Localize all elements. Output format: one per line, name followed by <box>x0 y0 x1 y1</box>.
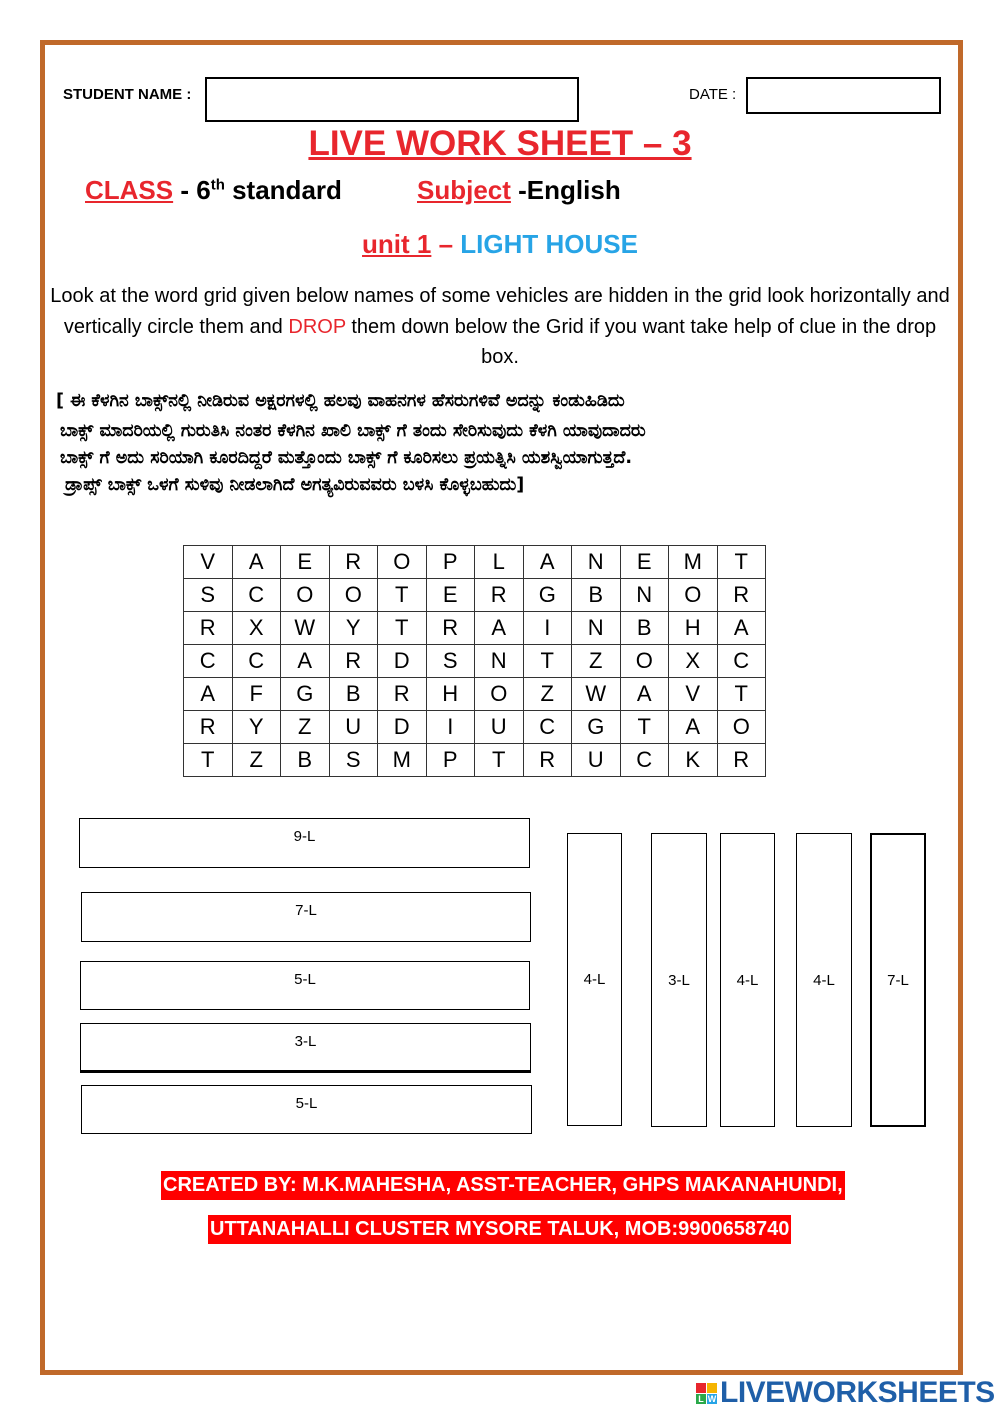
grid-cell[interactable]: E <box>426 579 475 612</box>
drop-box-vertical-4l-second[interactable]: 4-L <box>720 833 775 1127</box>
grid-cell[interactable]: Z <box>572 645 621 678</box>
instructions-part1: Look at the word grid given below names of some vehicles are hidden in the grid look horizontally and vertically circle them and <box>50 285 950 338</box>
grid-cell[interactable]: K <box>669 744 718 777</box>
class-line <box>85 175 342 206</box>
grid-cell[interactable]: M <box>378 744 427 777</box>
grid-row <box>184 744 766 777</box>
grid-cell[interactable]: C <box>620 744 669 777</box>
grid-cell[interactable]: P <box>426 744 475 777</box>
grid-cell[interactable]: R <box>329 546 378 579</box>
grid-cell[interactable]: D <box>378 645 427 678</box>
credit-line-2: UTTANAHALLI CLUSTER MYSORE TALUK, MOB:9900658740 <box>208 1215 791 1244</box>
grid-cell[interactable]: B <box>281 744 330 777</box>
grid-cell[interactable]: A <box>232 546 281 579</box>
kannada-line-4: ಡ್ರಾಪ್ಸ್ ಬಾಕ್ಸ್ ಒಳಗೆ ಸುಳಿವು ನೀಡಲಾಗಿದೆ ಅಗತ್ಯವಿರುವವರು ಬಳಸಿ ಕೊಳ್ಳಬಹುದು] <box>65 475 525 495</box>
class-sep: - 6 <box>173 175 211 205</box>
drop-box-9l[interactable]: 9-L <box>79 818 530 868</box>
logo-icon-letter-l: L <box>696 1394 706 1404</box>
grid-cell[interactable]: B <box>572 579 621 612</box>
class-rest: standard <box>224 175 342 205</box>
grid-cell[interactable]: V <box>184 546 233 579</box>
grid-cell[interactable]: R <box>523 744 572 777</box>
grid-row <box>184 546 766 579</box>
grid-cell[interactable]: O <box>475 678 524 711</box>
unit-dash: – <box>431 229 461 259</box>
grid-cell[interactable]: T <box>475 744 524 777</box>
subject-word: Subject <box>417 175 511 205</box>
grid-cell[interactable]: T <box>717 678 766 711</box>
drop-box-vertical-7l[interactable]: 7-L <box>870 833 926 1127</box>
grid-cell[interactable]: W <box>572 678 621 711</box>
grid-cell[interactable]: R <box>717 579 766 612</box>
student-name-input[interactable] <box>205 77 579 122</box>
grid-cell[interactable]: H <box>669 612 718 645</box>
grid-cell[interactable]: U <box>475 711 524 744</box>
grid-cell[interactable]: Z <box>523 678 572 711</box>
grid-cell[interactable]: R <box>184 711 233 744</box>
grid-cell[interactable]: C <box>232 579 281 612</box>
grid-cell[interactable]: C <box>232 645 281 678</box>
credit-line-1: CREATED BY: M.K.MAHESHA, ASST-TEACHER, GHPS MAKANAHUNDI, <box>161 1171 845 1200</box>
logo-grid-icon <box>696 1383 717 1404</box>
grid-cell[interactable]: V <box>669 678 718 711</box>
unit-title: LIGHT HOUSE <box>460 229 638 259</box>
grid-cell[interactable]: P <box>426 546 475 579</box>
grid-cell[interactable]: G <box>281 678 330 711</box>
grid-cell[interactable]: C <box>523 711 572 744</box>
grid-cell[interactable]: S <box>329 744 378 777</box>
grid-cell[interactable]: R <box>378 678 427 711</box>
grid-cell[interactable]: L <box>475 546 524 579</box>
grid-cell[interactable]: U <box>329 711 378 744</box>
grid-cell[interactable]: I <box>426 711 475 744</box>
student-name-label: STUDENT NAME : <box>63 86 192 103</box>
word-grid <box>183 545 766 777</box>
grid-cell[interactable]: A <box>523 546 572 579</box>
grid-cell[interactable]: I <box>523 612 572 645</box>
drop-box-3l[interactable]: 3-L <box>80 1023 531 1073</box>
grid-cell[interactable]: O <box>717 711 766 744</box>
grid-cell[interactable]: Y <box>329 612 378 645</box>
kannada-line-3: ಬಾಕ್ಸ್ ಗೆ ಅದು ಸರಿಯಾಗಿ ಕೂರದಿದ್ದರೆ ಮತ್ತೊಂದು ಬಾಕ್ಸ್ ಗೆ ಕೂರಿಸಲು ಪ್ರಯತ್ನಿಸಿ ಯಶಸ್ವಿಯಾಗುತ್ತದೆ. <box>60 448 633 468</box>
drop-box-vertical-4l[interactable]: 4-L <box>567 833 622 1126</box>
date-label: DATE : <box>689 86 737 103</box>
grid-cell[interactable]: Y <box>232 711 281 744</box>
drop-box-7l[interactable]: 7-L <box>81 892 531 942</box>
grid-cell[interactable]: H <box>426 678 475 711</box>
grid-row <box>184 579 766 612</box>
grid-cell[interactable]: Z <box>281 711 330 744</box>
grid-cell[interactable]: R <box>717 744 766 777</box>
grid-cell[interactable]: C <box>717 645 766 678</box>
instructions <box>48 281 952 373</box>
grid-cell[interactable]: R <box>184 612 233 645</box>
grid-cell[interactable]: D <box>378 711 427 744</box>
class-sup: th <box>210 176 225 194</box>
logo-text: LIVEWORKSHEETS <box>720 1376 995 1409</box>
grid-cell[interactable]: T <box>523 645 572 678</box>
drop-box-vertical-3l[interactable]: 3-L <box>651 833 707 1127</box>
grid-cell[interactable]: U <box>572 744 621 777</box>
grid-cell[interactable]: N <box>572 546 621 579</box>
grid-cell[interactable]: X <box>232 612 281 645</box>
class-word: CLASS <box>85 175 174 205</box>
grid-cell[interactable]: M <box>669 546 718 579</box>
instructions-part2: them down below the Grid if you want take help of clue in the drop box. <box>345 315 937 368</box>
grid-cell[interactable]: Z <box>232 744 281 777</box>
grid-cell[interactable]: E <box>281 546 330 579</box>
grid-cell[interactable]: O <box>669 579 718 612</box>
grid-cell[interactable]: S <box>184 579 233 612</box>
grid-cell[interactable]: N <box>572 612 621 645</box>
liveworksheets-logo <box>696 1376 995 1410</box>
grid-cell[interactable]: O <box>329 579 378 612</box>
grid-cell[interactable]: A <box>475 612 524 645</box>
grid-cell[interactable]: W <box>281 612 330 645</box>
grid-cell[interactable]: C <box>184 645 233 678</box>
kannada-line-1: [ ಈ ಕೆಳಗಿನ ಬಾಕ್ಸ್‌ನಲ್ಲಿ ನೀಡಿರುವ ಅಕ್ಷರಗಳಲ್ಲಿ ಹಲವು ವಾಹನಗಳ ಹೆಸರುಗಳಿವೆ ಅದನ್ನು ಕಂಡುಹಿಡಿದು <box>56 391 625 411</box>
drop-box-5l[interactable]: 5-L <box>80 961 530 1010</box>
unit-word: unit 1 <box>362 229 432 259</box>
grid-cell[interactable]: N <box>475 645 524 678</box>
grid-cell[interactable]: N <box>620 579 669 612</box>
grid-row <box>184 645 766 678</box>
grid-cell[interactable]: A <box>620 678 669 711</box>
grid-cell[interactable]: A <box>184 678 233 711</box>
subject-rest: -English <box>510 175 621 205</box>
subject-line <box>417 175 621 206</box>
grid-cell[interactable]: R <box>426 612 475 645</box>
grid-row <box>184 678 766 711</box>
logo-icon-letter-w: W <box>707 1393 717 1404</box>
grid-cell[interactable]: O <box>620 645 669 678</box>
grid-row <box>184 711 766 744</box>
grid-cell[interactable]: B <box>620 612 669 645</box>
kannada-line-2: ಬಾಕ್ಸ್ ಮಾದರಿಯಲ್ಲಿ ಗುರುತಿಸಿ ನಂತರ ಕೆಳಗಿನ ಖಾಲಿ ಬಾಕ್ಸ್ ಗೆ ತಂದು ಸೇರಿಸುವುದು ಕೆಳಗಿ ಯಾವುದಾದರು <box>60 421 646 441</box>
grid-cell[interactable]: F <box>232 678 281 711</box>
grid-cell[interactable]: A <box>281 645 330 678</box>
worksheet-title: LIVE WORK SHEET – 3 <box>308 124 692 163</box>
grid-cell[interactable]: R <box>329 645 378 678</box>
drop-box-5l-second[interactable]: 5-L <box>81 1085 532 1134</box>
grid-cell[interactable]: T <box>717 546 766 579</box>
grid-cell[interactable]: R <box>475 579 524 612</box>
grid-cell[interactable]: S <box>426 645 475 678</box>
grid-cell[interactable]: B <box>329 678 378 711</box>
grid-cell[interactable]: T <box>184 744 233 777</box>
drop-box-vertical-4l-third[interactable]: 4-L <box>796 833 852 1127</box>
instructions-drop: DROP <box>288 315 346 338</box>
date-input[interactable] <box>746 77 941 114</box>
grid-cell[interactable]: G <box>523 579 572 612</box>
grid-cell[interactable]: A <box>717 612 766 645</box>
grid-cell[interactable]: T <box>620 711 669 744</box>
grid-cell[interactable]: X <box>669 645 718 678</box>
grid-row <box>184 612 766 645</box>
grid-cell[interactable]: A <box>669 711 718 744</box>
grid-cell[interactable]: O <box>281 579 330 612</box>
grid-cell[interactable]: O <box>378 546 427 579</box>
grid-cell[interactable]: G <box>572 711 621 744</box>
grid-cell[interactable]: T <box>378 612 427 645</box>
grid-cell[interactable]: E <box>620 546 669 579</box>
unit-line <box>0 229 1000 260</box>
grid-cell[interactable]: T <box>378 579 427 612</box>
